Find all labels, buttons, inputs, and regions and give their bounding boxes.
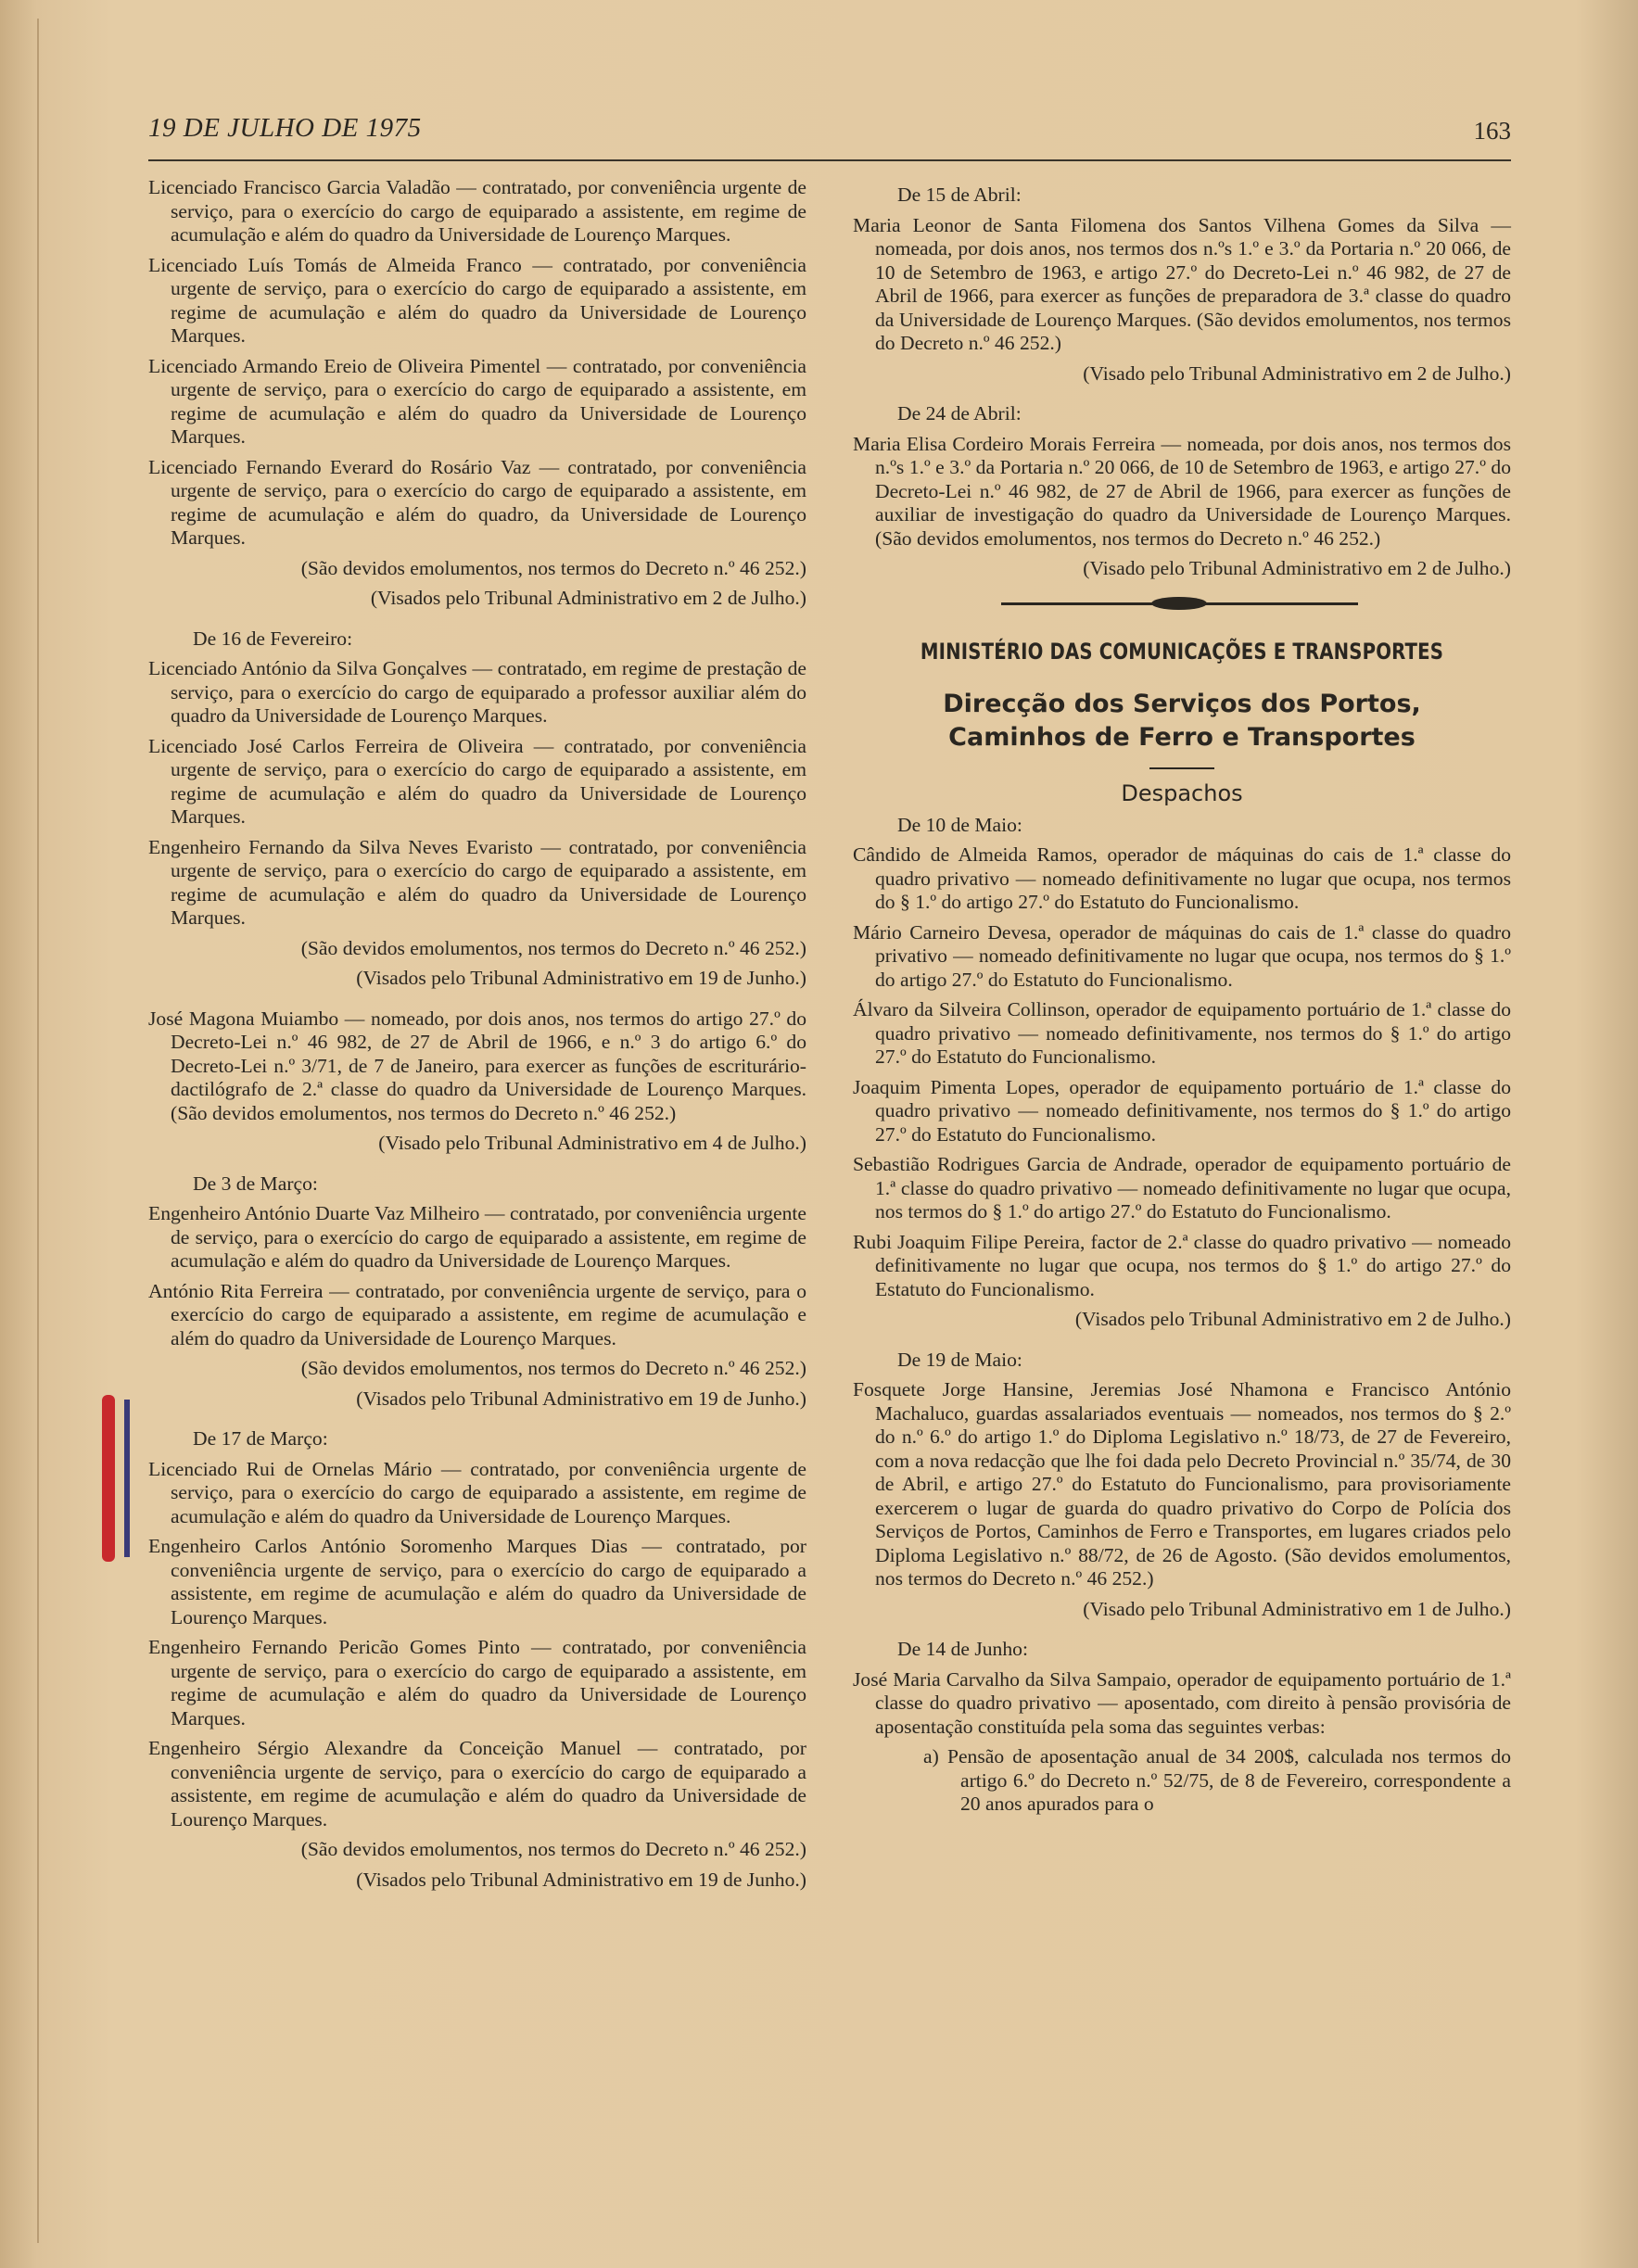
date-heading: De 17 de Março: [193, 1427, 328, 1450]
entry: Licenciado Francisco Garcia Valadão — contratado, por conveniência urgente de serviço, para o exercício do cargo de equiparado a assistente, em regime de acumulação e além do quadro da Universidade de Lourenço Marques. [148, 176, 806, 246]
page-edge [37, 19, 39, 2243]
right-column [853, 176, 1511, 1817]
visa-note: (Visado pelo Tribunal Administrativo em 2 de Julho.) [1083, 361, 1511, 385]
emolument-note: (São devidos emolumentos, nos termos do Decreto n.º 46 252.) [300, 556, 806, 579]
visa-note: (Visado pelo Tribunal Administrativo em 4 de Julho.) [378, 1132, 806, 1154]
entry: Rubi Joaquim Filipe Pereira, factor de 2.ª classe do quadro privativo — nomeado definitivamente no lugar que ocupa, nos termos do § 1.º do artigo 27.º do Estatuto do Funcionalismo. [853, 1230, 1511, 1300]
emolument-note: (São devidos emolumentos, nos termos do Decreto n.º 46 252.) [300, 1838, 806, 1860]
page-number: 163 [1473, 117, 1511, 145]
date-heading: De 16 de Fevereiro: [193, 627, 353, 650]
list-item-a: a) Pensão de aposentação anual de 34 200$, calculada nos termos do artigo 6.º do Decreto n.º 52/75, de 8 de Fevereiro, correspondente a 20 anos apurados para o [923, 1745, 1511, 1815]
visa-note: (Visado pelo Tribunal Administrativo em 2 de Julho.) [1083, 557, 1511, 579]
header-date: 19 DE JULHO DE 1975 [148, 113, 422, 143]
date-heading: De 3 de Março: [193, 1172, 318, 1195]
entry: Maria Leonor de Santa Filomena dos Santos Vilhena Gomes da Silva — nomeada, por dois anos, nos termos dos n.ºs 1.º e 3.º da Portaria n.º 20 066, de 10 de Setembro de 1963, e artigo 27.º do Decreto-Lei n.º 46 982, de 27 de Abril de 1966, para exercer as funções de preparadora de 3.ª classe do quadro da Universidade de Lourenço Marques. (São devidos emolumentos, nos termos do Decreto n.º 46 252.) [853, 213, 1511, 354]
entry: Mário Carneiro Devesa, operador de máquinas do cais de 1.ª classe do quadro privativo — nomeado definitivamente no lugar que ocupa, nos termos do § 1.º do artigo 27.º do Estatuto do Funcionalismo. [853, 920, 1511, 991]
date-heading: De 14 de Junho: [897, 1638, 1028, 1660]
entry: Engenheiro Fernando da Silva Neves Evaristo — contratado, por conveniência urgente de serviço, para o exercício do cargo de equiparado a assistente, em regime de acumulação e além do quadro da Universidade de Lourenço Marques. [148, 835, 806, 929]
despachos-heading: Despachos [1121, 780, 1243, 806]
entry: Engenheiro Fernando Pericão Gomes Pinto — contratado, por conveniência urgente de serviço, para o exercício do cargo de equiparado a assistente, em regime de acumulação e além do quadro da Universidade de Lourenço Marques. [148, 1636, 806, 1730]
emolument-note: (São devidos emolumentos, nos termos do Decreto n.º 46 252.) [300, 936, 806, 959]
divider-ornament [1151, 597, 1207, 610]
ministry-title: MINISTÉRIO DAS COMUNICAÇÕES E TRANSPORTES [920, 638, 1444, 665]
entry: Licenciado Rui de Ornelas Mário — contratado, por conveniência urgente de serviço, para o exercício do cargo de equiparado a assistente, em regime de acumulação e além do quadro da Universidade de Lourenço Marques. [148, 1457, 806, 1527]
emolument-note: (São devidos emolumentos, nos termos do Decreto n.º 46 252.) [300, 1357, 806, 1379]
entry: Fosquete Jorge Hansine, Jeremias José Nhamona e Francisco António Machaluco, guardas assalariados eventuais — nomeados, nos termos do § 2.º do n.º 6.º do artigo 1.º do Diploma Legislativo n.º 18/73, de 27 de Fevereiro, com a nova redacção que lhe foi dada pelo Decreto Provincial n.º 35/74, de 30 de Abril, e artigo 27.º do Estatuto do Funcionalismo, para provisoriamente exercerem o lugar de guarda do quadro privativo do Corpo de Polícia dos Serviços de Portos, Caminhos de Ferro e Transportes, em lugares criados pelo Diploma Legislativo n.º 88/72, de 26 de Agosto. (São devidos emolumentos, nos termos do Decreto n.º 46 252.) [853, 1378, 1511, 1590]
visa-note: (Visados pelo Tribunal Administrativo em 19 de Junho.) [356, 1387, 806, 1410]
entry: Licenciado António da Silva Gonçalves — contratado, em regime de prestação de serviço, para o exercício do cargo de equiparado a professor auxiliar além do quadro da Universidade de Lourenço Marques. [148, 657, 806, 727]
entry: Licenciado Luís Tomás de Almeida Franco — contratado, por conveniência urgente de serviço, para o exercício do cargo de equiparado a assistente, em regime de acumulação e além do quadro da Universidade de Lourenço Marques. [148, 253, 806, 347]
entry: Engenheiro Sérgio Alexandre da Conceição Manuel — contratado, por conveniência urgente de serviço, para o exercício do cargo de equiparado a assistente, em regime de acumulação e além do quadro da Universidade de Lourenço Marques. [148, 1737, 806, 1831]
date-heading: De 10 de Maio: [897, 813, 1022, 836]
entry: Maria Elisa Cordeiro Morais Ferreira — nomeada, por dois anos, nos termos dos n.ºs 1.º e 3.º da Portaria n.º 20 066, de 10 de Setembro de 1963, e artigo 27.º do Decreto-Lei n.º 46 982, de 27 de Abril de 1966, para exercer as funções de auxiliar de investigação do quadro da Universidade de Lourenço Marques. (São devidos emolumentos, nos termos do Decreto n.º 46 252.) [853, 432, 1511, 550]
left-column [148, 176, 806, 1898]
entry: Cândido de Almeida Ramos, operador de máquinas do cais de 1.ª classe do quadro privativo — nomeado definitivamente no lugar que ocupa, nos termos do § 1.º do artigo 27.º do Estatuto do Funcionalismo. [853, 843, 1511, 913]
entry: Álvaro da Silveira Collinson, operador de equipamento portuário de 1.ª classe do quadro privativo — nomeado definitivamente, nos termos do § 1.º do artigo 27.º do Estatuto do Funcionalismo. [853, 998, 1511, 1068]
section-divider [853, 592, 1511, 615]
visa-note: (Visados pelo Tribunal Administrativo em 2 de Julho.) [370, 587, 806, 609]
visa-note: (Visados pelo Tribunal Administrativo em 2 de Julho.) [1074, 1308, 1511, 1330]
visa-note: (Visados pelo Tribunal Administrativo em 19 de Junho.) [356, 1868, 806, 1891]
entry: Licenciado Fernando Everard do Rosário Vaz — contratado, por conveniência urgente de serviço, para o exercício do cargo de equiparado a assistente, em regime de acumulação e além do quadro, da Universidade de Lourenço Marques. [148, 455, 806, 549]
entry: Joaquim Pimenta Lopes, operador de equipamento portuário de 1.ª classe do quadro privativo — nomeado definitivamente, nos termos do § 1.º do artigo 27.º do Estatuto do Funcionalismo. [853, 1075, 1511, 1146]
entry: António Rita Ferreira — contratado, por conveniência urgente de serviço, para o exercício do cargo de equiparado a assistente, em regime de acumulação e além do quadro da Universidade de Lourenço Marques. [148, 1279, 806, 1349]
entry: José Maria Carvalho da Silva Sampaio, operador de equipamento portuário de 1.ª classe do quadro privativo — aposentado, com direito à pensão provisória de aposentação constituída pela soma das seguintes verbas: [853, 1667, 1511, 1738]
entry: José Magona Muiambo — nomeado, por dois anos, nos termos do artigo 27.º do Decreto-Lei n.º 46 982, de 27 de Abril de 1966, e n.º 3 do artigo 6.º do Decreto-Lei n.º 3/71, de 7 de Janeiro, para exercer as funções de escriturário-dactilógrafo de 2.ª classe do quadro da Universidade de Lourenço Marques. (São devidos emolumentos, nos termos do Decreto n.º 46 252.) [148, 1007, 806, 1124]
directorate-title-line1: Direcção dos Serviços dos Portos, [943, 690, 1421, 718]
date-heading: De 19 de Maio: [897, 1348, 1022, 1371]
visa-note: (Visados pelo Tribunal Administrativo em 19 de Junho.) [356, 967, 806, 989]
entry: Licenciado José Carlos Ferreira de Oliveira — contratado, por conveniência urgente de serviço, para o exercício do cargo de equiparado a assistente, em regime de acumulação e além do quadro da Universidade de Lourenço Marques. [148, 734, 806, 828]
entry: Engenheiro Carlos António Soromenho Marques Dias — contratado, por conveniência urgente de serviço, para o exercício do cargo de equiparado a assistente, em regime de acumulação e além do quadro da Universidade de Lourenço Marques. [148, 1535, 806, 1628]
page-header [148, 109, 1511, 161]
directorate-title-line2: Caminhos de Ferro e Transportes [948, 723, 1416, 752]
date-heading: De 24 de Abril: [897, 402, 1022, 424]
entry: Licenciado Armando Ereio de Oliveira Pimentel — contratado, por conveniência urgente de serviço, para o exercício do cargo de equiparado a assistente, em regime de acumulação e além do quadro da Universidade de Lourenço Marques. [148, 354, 806, 448]
red-margin-mark [102, 1395, 115, 1562]
entry: Engenheiro António Duarte Vaz Milheiro — contratado, por conveniência urgente de serviço, para o exercício do cargo de equiparado a assistente, em regime de acumulação e além do quadro da Universidade de Lourenço Marques. [148, 1202, 806, 1272]
short-rule [1149, 767, 1214, 769]
header-rule [148, 159, 1511, 161]
date-heading: De 15 de Abril: [897, 184, 1022, 206]
entry: Sebastião Rodrigues Garcia de Andrade, operador de equipamento portuário de 1.ª classe do quadro privativo — nomeado definitivamente no lugar que ocupa, nos termos do § 1.º do artigo 27.º do Estatuto do Funcionalismo. [853, 1153, 1511, 1223]
visa-note: (Visado pelo Tribunal Administrativo em 1 de Julho.) [1083, 1597, 1511, 1620]
blue-margin-mark [124, 1400, 130, 1557]
